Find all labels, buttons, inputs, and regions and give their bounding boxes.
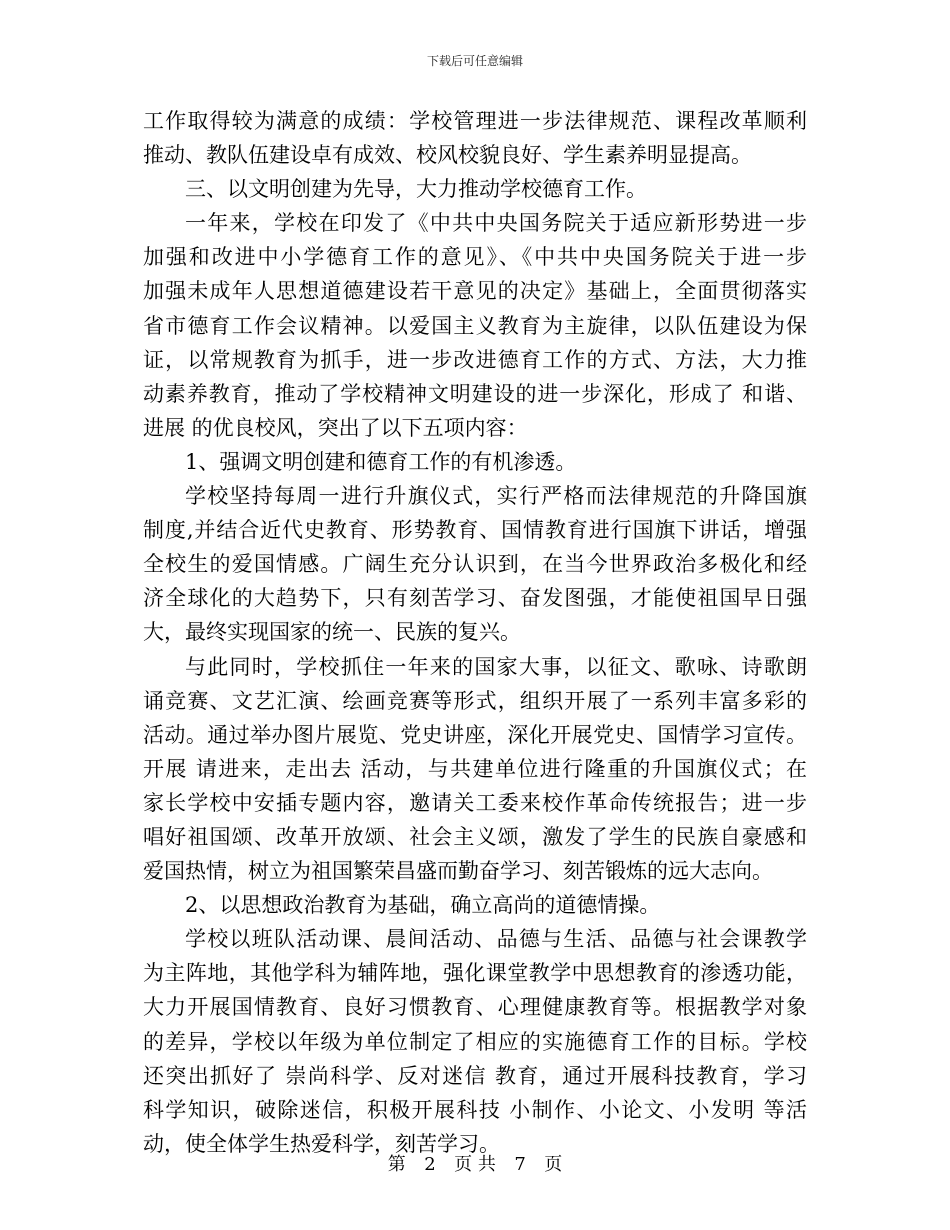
page-total: 7 bbox=[514, 1154, 526, 1175]
body-line: 制度,并结合近代史教育、形势教育、国情教育进行国旗下讲话，增强 bbox=[143, 518, 807, 543]
document-body bbox=[143, 104, 807, 1161]
body-line: 开展 请进来，走出去 活动，与共建单位进行隆重的升国旗仪式；在 bbox=[143, 756, 807, 781]
body-line: 诵竞赛、文艺汇演、绘画竞赛等形式，组织开展了一系列丰富多彩的 bbox=[143, 688, 807, 713]
body-line: 推动、教队伍建设卓有成效、校风校貌良好、学生素养明显提高。 bbox=[143, 143, 752, 168]
body-line: 与此同时，学校抓住一年来的国家大事，以征文、歌咏、诗歌朗 bbox=[185, 654, 807, 679]
body-line: 工作取得较为满意的成绩：学校管理进一步法律规范、课程改革顺利 bbox=[143, 109, 807, 133]
page-footer bbox=[0, 1154, 950, 1176]
subsection-heading: 1、强调文明创建和德育工作的有机渗透。 bbox=[185, 449, 577, 474]
body-line: 大力开展国情教育、良好习惯教育、心理健康教育等。根据教学对象 bbox=[143, 995, 807, 1020]
body-line: 加强和改进中小学德育工作的意见》、《中共中央国务院关于进一步 bbox=[143, 245, 807, 270]
body-line: 为主阵地，其他学科为辅阵地，强化课堂教学中思想教育的渗透功能， bbox=[143, 961, 807, 986]
body-line: 进展 的优良校风，突出了以下五项内容： bbox=[143, 415, 528, 440]
body-line: 学校坚持每周一进行升旗仪式，实行严格而法律规范的升降国旗 bbox=[185, 484, 807, 509]
subsection-heading: 2、以思想政治教育为基础，确立高尚的道德情操。 bbox=[185, 893, 661, 918]
body-line: 大，最终实现国家的统一、民族的复兴。 bbox=[143, 620, 521, 645]
body-line: 活动。通过举办图片展览、党史讲座，深化开展党史、国情学习宣传。 bbox=[143, 722, 807, 747]
body-line: 一年来，学校在印发了《中共中央国务院关于适应新形势进一步 bbox=[185, 211, 807, 236]
body-line: 证，以常规教育为抓手，进一步改进德育工作的方式、方法，大力推 bbox=[143, 347, 807, 372]
body-line: 加强未成年人思想道德建设若干意见的决定》基础上，全面贯彻落实 bbox=[143, 279, 807, 304]
page-middle: 页 共 bbox=[454, 1154, 496, 1175]
body-line: 全校生的爱国情感。广阔生充分认识到，在当今世界政治多极化和经 bbox=[143, 552, 807, 577]
body-line: 省市德育工作会议精神。以爱国主义教育为主旋律，以队伍建设为保 bbox=[143, 313, 807, 338]
body-line: 爱国热情，树立为祖国繁荣昌盛而勤奋学习、刻苦锻炼的远大志向。 bbox=[143, 859, 773, 884]
page-number: 2 bbox=[424, 1154, 436, 1175]
body-line: 家长学校中安插专题内容，邀请关工委来校作革命传统报告；进一步 bbox=[143, 790, 807, 815]
body-line: 动素养教育，推动了学校精神文明建设的进一步深化，形成了 和谐、 bbox=[143, 381, 807, 406]
body-line: 的差异，学校以年级为单位制定了相应的实施德育工作的目标。学校 bbox=[143, 1029, 807, 1054]
page-header: 下载后可任意编辑 bbox=[426, 54, 523, 68]
page-prefix: 第 bbox=[387, 1154, 406, 1175]
body-line: 动，使全体学生热爱科学，刻苦学习。 bbox=[143, 1131, 500, 1156]
body-line: 济全球化的大趋势下，只有刻苦学习、奋发图强，才能使祖国早日强 bbox=[143, 586, 807, 611]
body-line: 学校以班队活动课、晨间活动、品德与生活、品德与社会课教学 bbox=[185, 927, 807, 952]
page-suffix: 页 bbox=[544, 1154, 563, 1175]
body-line: 唱好祖国颂、改革开放颂、社会主义颂，激发了学生的民族自豪感和 bbox=[143, 824, 807, 849]
body-line: 科学知识，破除迷信，积极开展科技 小制作、小论文、小发明 等活 bbox=[143, 1097, 807, 1122]
section-heading: 三、以文明创建为先导，大力推动学校德育工作。 bbox=[185, 177, 647, 202]
body-line: 还突出抓好了 崇尚科学、反对迷信 教育，通过开展科技教育，学习 bbox=[143, 1063, 807, 1088]
